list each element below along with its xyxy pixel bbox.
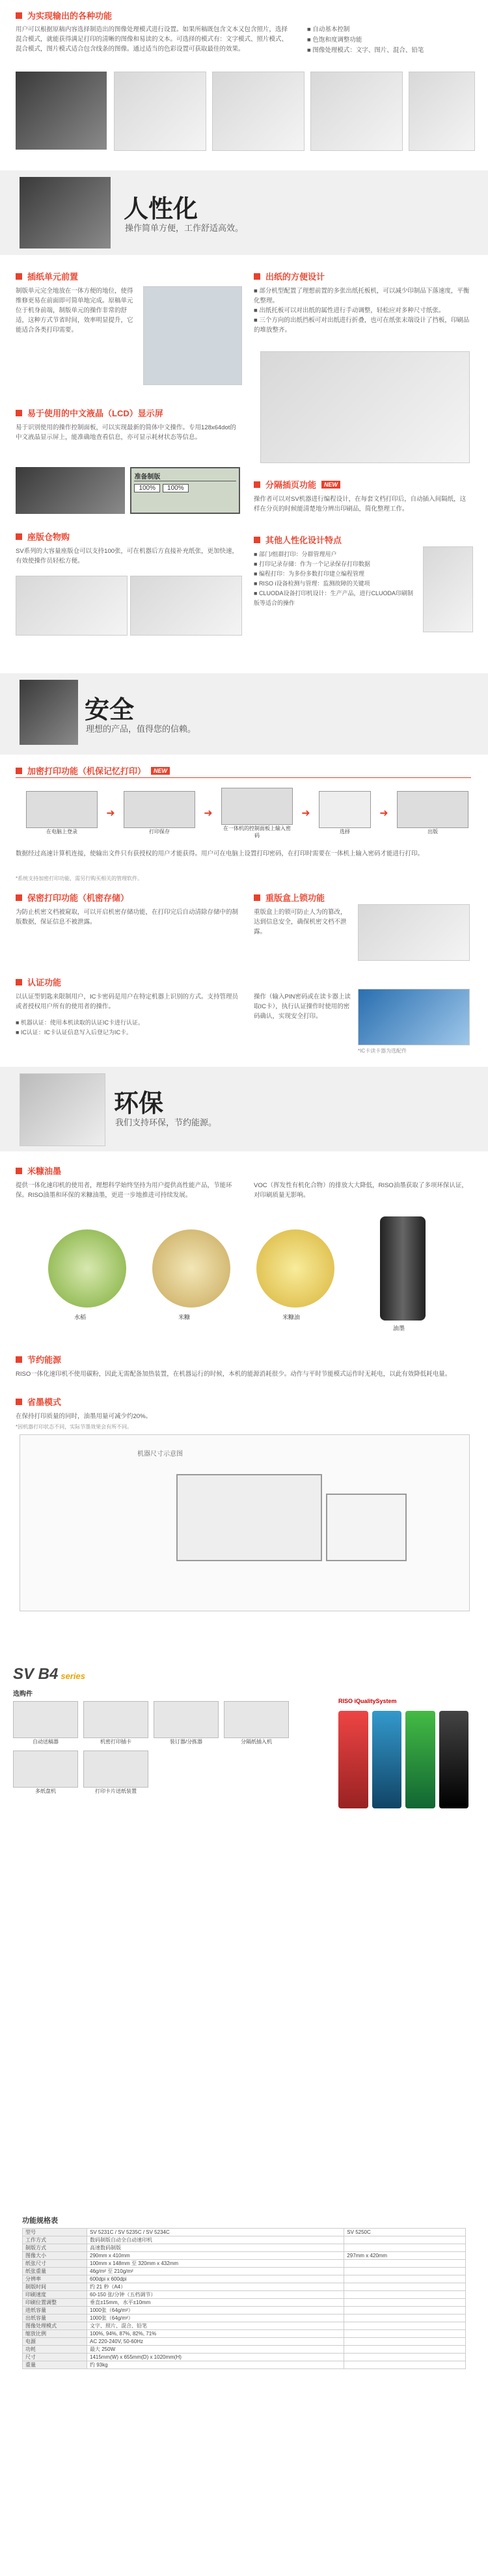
bullet: ■ IC认证：IC卡认证信息写入后登记为IC卡。 bbox=[16, 1029, 132, 1036]
spec-title: 功能规格表 bbox=[22, 2217, 58, 2225]
hero2-subtitle: 理想的产品，值得您的信赖。 bbox=[86, 724, 197, 734]
spec-value bbox=[344, 2283, 466, 2291]
spec-key: 尺寸 bbox=[23, 2354, 87, 2361]
sec5-caption: *IC卡读卡器为选配件 bbox=[358, 1048, 407, 1054]
lcd-screen bbox=[130, 467, 240, 514]
spec-value bbox=[344, 2307, 466, 2314]
bullet: ■ 机器认证：使用本机读取的认证IC卡进行认证。 bbox=[16, 1019, 144, 1026]
spec-row bbox=[23, 2361, 466, 2369]
sorter-photo bbox=[423, 546, 473, 632]
spec-value bbox=[344, 2338, 466, 2346]
sec1-body: 用户可以根据原稿内容选择制造出的图像处理模式进行设置。如果所稿既包含文本又包含照片，选择混合模式，就能获得满足打印的清晰的图像和易读的文本。可选择的模式有：文字模式、照片模式、混合模式，图片模式适合包含线条的图像。通过适当的色彩设置可获取最佳的效果。 bbox=[16, 26, 288, 53]
feature-e-title: 座版仓物购 bbox=[16, 530, 70, 543]
spec-row bbox=[23, 2275, 466, 2283]
quality-logo: RISO iQualitySystem bbox=[338, 1698, 397, 1704]
option-item: 机密打印插卡 bbox=[83, 1701, 148, 1745]
sec6-body-right: VOC（挥发性有机化合物）的排放大大降低，RISO油墨获取了多项环保认证，对印刷质量无影响。 bbox=[254, 1182, 468, 1199]
spec-value bbox=[344, 2299, 466, 2307]
spec-value bbox=[344, 2260, 466, 2268]
paper-stack-photo bbox=[20, 1073, 105, 1146]
feature-b-title: 出纸的方便设计 bbox=[254, 270, 325, 282]
ink-products bbox=[338, 1711, 468, 1808]
spec-row bbox=[23, 2260, 466, 2268]
feature-a-body: 制版单元完全地放在一体方便的地位，使得维修更易在前面即可简单地完成。原稿单元位于机身前端，制版单元的操作非常的舒适，这种方式节省时间，效率明显提升，它能适合各类打印需要。 bbox=[16, 288, 133, 334]
rice-plant-circle bbox=[48, 1229, 126, 1308]
diagram-step: 选择 bbox=[319, 791, 371, 835]
sec5-bullets bbox=[16, 1018, 240, 1038]
drum-lock-photo bbox=[358, 904, 470, 961]
spec-key: 缩放比例 bbox=[23, 2330, 87, 2338]
diagram-step: 出版 bbox=[397, 791, 468, 835]
spec-value: 约 93kg bbox=[87, 2361, 344, 2369]
spec-value: 1415mm(W) x 655mm(D) x 1020mm(H) bbox=[87, 2354, 344, 2361]
spec-key: 电源 bbox=[23, 2338, 87, 2346]
rice-ink-graphic bbox=[16, 1216, 471, 1334]
spec-value: 1000张（64g/m²） bbox=[87, 2314, 344, 2322]
series-logo: SV B4 series bbox=[13, 1665, 85, 1683]
sec5-body: 以认证型钥匙来限制用户，IC卡密码是用户在特定机器上识别的方式。支持管理员或者授权用户所有的使用者的操作。 bbox=[16, 993, 239, 1010]
spec-key: 分辨率 bbox=[23, 2275, 87, 2283]
spec-row bbox=[23, 2307, 466, 2314]
option-item: 装订器/分拣器 bbox=[154, 1701, 219, 1745]
ic-card-photo bbox=[358, 989, 470, 1045]
bullet: ■ 部分机型配置了理想前置的多张出纸托板机，可以减少印制品下落速度，平衡化整理。 bbox=[254, 288, 470, 304]
spec-value: 600dpi x 600dpi bbox=[87, 2275, 344, 2283]
spec-value bbox=[344, 2354, 466, 2361]
diagram-step: 在一体机的控制面板上输入密码 bbox=[221, 788, 293, 839]
label: 米糠 bbox=[178, 1314, 191, 1321]
label: 水稻 bbox=[74, 1314, 87, 1321]
print-sample-4 bbox=[409, 72, 475, 151]
lcd-chip: 100% bbox=[134, 484, 160, 492]
panel-photo bbox=[16, 467, 125, 514]
ink-tube bbox=[380, 1216, 426, 1321]
spec-value bbox=[344, 2361, 466, 2369]
sec6-body-left: 提供一体化速印机的使用者，理想科学始终坚持为用户提供高性能产品，节能环保。RISO油墨和环保的米糠油墨，更进一步地推进可持续发展。 bbox=[16, 1182, 232, 1199]
spec-value bbox=[344, 2346, 466, 2354]
spec-row bbox=[23, 2330, 466, 2338]
spec-key: 制版时间 bbox=[23, 2283, 87, 2291]
bullet: ■ 打印记录存储：作为一个记录保存打印数据 bbox=[254, 561, 370, 567]
spec-key: 制版方式 bbox=[23, 2244, 87, 2252]
bullet: ■ 出纸托板可以对出纸的属性进行手动调整，轻松应对多种尺寸纸张。 bbox=[254, 307, 445, 314]
feature-c-title: 易于使用的中文液晶（LCD）显示屏 bbox=[16, 407, 163, 419]
hero3-title: 环保 bbox=[114, 1090, 164, 1118]
option-item: 多纸盘机 bbox=[13, 1751, 78, 1795]
spec-row bbox=[23, 2283, 466, 2291]
sec8-note: *因机器打印状态不同，实际节墨效果会有所不同。 bbox=[16, 1424, 133, 1430]
spec-value: 文字、照片、混合、铅笔 bbox=[87, 2322, 344, 2330]
ink-blue bbox=[372, 1711, 402, 1808]
secure-print-diagram bbox=[26, 784, 468, 842]
spec-value: 100mm x 148mm 至 320mm x 432mm bbox=[87, 2260, 344, 2268]
sec6-title: 米糠油墨 bbox=[16, 1164, 61, 1177]
machine-outline bbox=[176, 1474, 322, 1561]
spec-table bbox=[22, 2228, 466, 2369]
lcd-status: 准备制版 bbox=[134, 471, 236, 481]
spec-value: 1000张（64g/m²） bbox=[87, 2307, 344, 2314]
option-item: 打印卡片送纸装置 bbox=[83, 1751, 148, 1795]
hero1-subtitle: 操作简单方便，工作舒适高效。 bbox=[125, 223, 244, 233]
hero2-title: 安全 bbox=[85, 697, 135, 724]
spec-value bbox=[344, 2314, 466, 2322]
arrow-icon: ➜ bbox=[106, 808, 115, 819]
bullet: ■ 自动基本控制 bbox=[307, 26, 350, 33]
hero3-subtitle: 我们支持环保，节约能源。 bbox=[115, 1118, 217, 1127]
spec-value: 最大 250W bbox=[87, 2346, 344, 2354]
feature-a-title: 插纸单元前置 bbox=[16, 270, 78, 282]
spec-value bbox=[344, 2268, 466, 2275]
bullet: ■ RISO i设备检测与管理：监测故障的关键项 bbox=[254, 580, 370, 587]
arrow-icon: ➜ bbox=[301, 808, 310, 819]
spec-row bbox=[23, 2229, 466, 2236]
ink-red bbox=[338, 1711, 368, 1808]
lcd-area bbox=[16, 467, 240, 514]
spec-row bbox=[23, 2291, 466, 2299]
option-item: 分隔纸插入机 bbox=[224, 1701, 289, 1745]
rice-oil-circle bbox=[256, 1229, 334, 1308]
feature-c-body: 易于识别使用的操作控制面板，可以实现最新的简体中文操作。专用128x64dot的中文液晶显示屏上，能准确地查看信息，亦可显示耗材状态等信息。 bbox=[16, 424, 236, 441]
spec-value: AC 220-240V, 50-60Hz bbox=[87, 2338, 344, 2346]
new-badge: NEW bbox=[151, 767, 170, 775]
feature-e-body: SV系列的大容量座版仓可以支持100张，可在机器后方直接补充纸张，更加快速，有效使操作员轻松方便。 bbox=[16, 548, 239, 565]
scanner-photo bbox=[16, 72, 107, 150]
divider bbox=[16, 777, 471, 778]
spec-value: 高速数码制版 bbox=[87, 2244, 344, 2252]
spec-value: 46g/m² 至 210g/m² bbox=[87, 2268, 344, 2275]
diagram-caption: 机器尺寸示意图 bbox=[137, 1451, 183, 1458]
bullet: ■ 三个方向的出纸挡板可对出纸进行折叠，也可在纸张末端设计了挡板，印刷品的堆放整齐。 bbox=[254, 317, 470, 334]
spec-key: 工作方式 bbox=[23, 2236, 87, 2244]
option-item: 自动送稿器 bbox=[13, 1701, 78, 1745]
drum-unit-photo bbox=[143, 286, 242, 385]
ink-green bbox=[405, 1711, 435, 1808]
spec-row bbox=[23, 2338, 466, 2346]
bullet: ■ 部门/组群打印：分群管理用户 bbox=[254, 551, 337, 557]
spec-value: 数码制版自动全自动速印机 bbox=[87, 2236, 344, 2244]
print-sample-3 bbox=[310, 72, 403, 151]
sec7-body: RISO一体化速印机不使用碳粉，因此无需配备加热装置，在机器运行的时候，本机的能源消耗很少。动作与平时节能模式运作时无耗电，以此有效降低耗电量。 bbox=[16, 1371, 452, 1378]
print-sample-2 bbox=[212, 72, 305, 151]
sec3-title: 保密打印功能（机密存储） bbox=[16, 891, 129, 904]
bullet: ■ 编程打印：为多份多数打印建立编程管理 bbox=[254, 570, 364, 577]
spec-row bbox=[23, 2354, 466, 2361]
sec7-title: 节约能源 bbox=[16, 1353, 61, 1365]
spec-value bbox=[344, 2330, 466, 2338]
spec-value bbox=[344, 2291, 466, 2299]
feature-f-bullets bbox=[254, 550, 416, 608]
spec-row bbox=[23, 2252, 466, 2260]
bullet: ■ 色饱和度调整功能 bbox=[307, 36, 362, 44]
spec-key: 型号 bbox=[23, 2229, 87, 2236]
spec-value: 约 21 秒（A4） bbox=[87, 2283, 344, 2291]
spec-value: SV 5231C / SV 5235C / SV 5234C bbox=[87, 2229, 344, 2236]
spec-row bbox=[23, 2268, 466, 2275]
sec5-right: 操作（输入PIN密码或在读卡器上读取IC卡），执行认证操作时使用的密码确认，实现安全打印。 bbox=[254, 993, 351, 1020]
label: 油墨 bbox=[393, 1325, 405, 1332]
spec-value: 297mm x 420mm bbox=[344, 2252, 466, 2260]
spec-row bbox=[23, 2314, 466, 2322]
spec-value: 290mm x 410mm bbox=[87, 2252, 344, 2260]
ink-black bbox=[439, 1711, 469, 1808]
print-sample-1 bbox=[114, 72, 206, 151]
lcd-chip: 100% bbox=[163, 484, 189, 492]
diagram-step: 打印保存 bbox=[124, 791, 195, 835]
sec1-bullets bbox=[307, 25, 470, 56]
sec8-title: 省墨模式 bbox=[16, 1395, 61, 1408]
spec-key: 纸张重量 bbox=[23, 2268, 87, 2275]
paper-tray-photo bbox=[16, 576, 128, 636]
spec-row bbox=[23, 2346, 466, 2354]
spec-key: 印刷位置调整 bbox=[23, 2299, 87, 2307]
spec-key: 功耗 bbox=[23, 2346, 87, 2354]
spec-key: 纸张尺寸 bbox=[23, 2260, 87, 2268]
feature-f-title: 其他人性化设计特点 bbox=[254, 533, 342, 546]
spec-key: 进纸容量 bbox=[23, 2307, 87, 2314]
bullet: ■ 图像处理模式：文字、图片、混合、铅笔 bbox=[307, 47, 424, 54]
sec1-title: 为实现输出的各种功能 bbox=[16, 9, 112, 21]
sec5-title: 认证功能 bbox=[16, 976, 61, 988]
spec-value bbox=[344, 2244, 466, 2252]
output-tray-photo bbox=[260, 351, 470, 463]
sec4-body: 重版盒上的锁可防止人为的篡改，达到信息安全，确保机密文档不泄露。 bbox=[254, 909, 347, 935]
ink-tube-photo bbox=[130, 576, 242, 636]
spec-value bbox=[344, 2236, 466, 2244]
arrow-icon: ➜ bbox=[379, 808, 388, 819]
spec-value: 100%, 94%, 87%, 82%, 71% bbox=[87, 2330, 344, 2338]
arrow-icon: ➜ bbox=[204, 808, 213, 819]
sec2-title: 加密打印功能（机保记忆打印） NEW bbox=[16, 764, 170, 777]
feature-b-bullets bbox=[254, 286, 472, 335]
sec4-title: 重版盒上锁功能 bbox=[254, 891, 325, 904]
hand-operating-photo bbox=[20, 177, 111, 248]
sec2-body: 数据经过高速计算机连接，使输出文件只有获授权的用户才能获得。用户可在电脑上设置打印密码，在打印时需要在一体机上输入密码才能进行打印。 bbox=[16, 850, 424, 857]
hero1-title: 人性化 bbox=[124, 196, 198, 223]
bullet: ■ CLUODA设备打印机设计：生产产品，进行CLUODA印刷制版等适合的操作 bbox=[254, 590, 413, 606]
spec-value bbox=[344, 2275, 466, 2283]
spec-value: 垂直±15mm，水平±10mm bbox=[87, 2299, 344, 2307]
label: 米糠油 bbox=[282, 1314, 301, 1321]
spec-key: 重量 bbox=[23, 2361, 87, 2369]
sec2-note: *系统支持加密打印功能，需另行购买相关的管理软件。 bbox=[16, 876, 143, 881]
spec-row bbox=[23, 2299, 466, 2307]
spec-row bbox=[23, 2244, 466, 2252]
rice-bran-circle bbox=[152, 1229, 230, 1308]
sec3-body: 为防止机密文档被窥取，可以开启机密存储功能，在打印完后自动清除存储中的制版数据，保证信息不被泄露。 bbox=[16, 909, 239, 926]
spec-key: 图像处理模式 bbox=[23, 2322, 87, 2330]
spec-row bbox=[23, 2322, 466, 2330]
options-grid bbox=[13, 1701, 299, 1795]
feature-d-title: 分隔插页功能 NEW bbox=[254, 478, 340, 490]
spec-row bbox=[23, 2236, 466, 2244]
spec-key: 出纸容量 bbox=[23, 2314, 87, 2322]
sec8-body: 在保持打印质量的同时，油墨用量可减少约20%。 bbox=[16, 1413, 152, 1420]
tray-outline bbox=[326, 1494, 407, 1561]
spec-value: 60-150 张/分钟（五档调节） bbox=[87, 2291, 344, 2299]
new-badge: NEW bbox=[321, 481, 340, 489]
feature-d-body: 操作者可以对SV机器进行编程设计，在每套文档打印后，自动插入间隔纸，这样在分页的时候能清楚地分辨出印刷品，简化整理工作。 bbox=[254, 496, 467, 513]
spec-value bbox=[344, 2322, 466, 2330]
spec-key: 印刷速度 bbox=[23, 2291, 87, 2299]
options-title: 选购件 bbox=[13, 1691, 33, 1698]
card-reader-photo bbox=[20, 680, 78, 745]
spec-value: SV 5250C bbox=[344, 2229, 466, 2236]
dimension-diagram bbox=[20, 1434, 470, 1611]
spec-key: 图像大小 bbox=[23, 2252, 87, 2260]
diagram-step: 在电脑上登录 bbox=[26, 791, 98, 835]
